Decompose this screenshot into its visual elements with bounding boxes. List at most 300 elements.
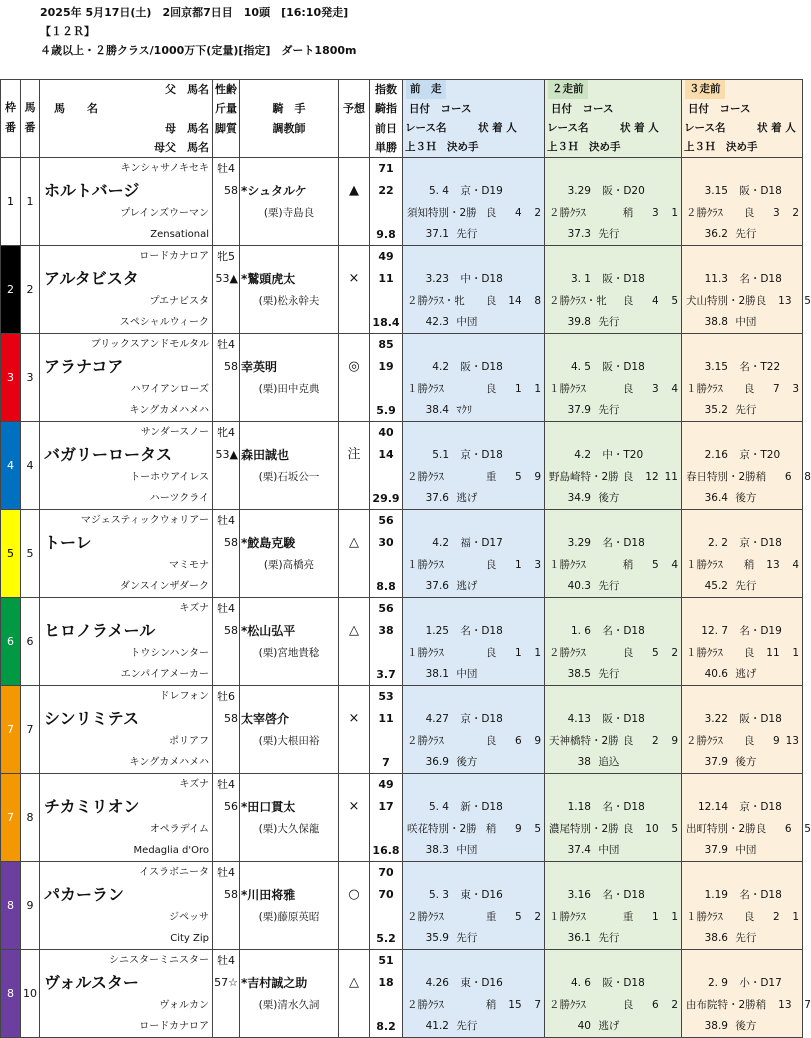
trainer-name: (栗)高橋亮 xyxy=(263,559,315,571)
r1-course: 東・D16 xyxy=(460,977,503,989)
r1-pos: 9 xyxy=(514,823,522,835)
name-cell xyxy=(40,686,213,774)
r1-pop: 9 xyxy=(534,735,541,747)
r3-cond: 良 xyxy=(743,735,755,747)
r1-date: 5. 3 xyxy=(428,889,449,901)
jockey-index: 11 xyxy=(378,272,394,285)
r1-last3f: 37.6 xyxy=(425,580,449,592)
sire-name: シニスターミニスター xyxy=(109,955,209,966)
r3-style: 後方 xyxy=(735,756,757,768)
jockey-name: *シュタルケ xyxy=(241,184,307,198)
jockey-cell xyxy=(240,246,339,334)
waku-cell xyxy=(1,862,21,950)
r2-pop: 5 xyxy=(671,295,678,307)
jockey-index: 18 xyxy=(378,976,394,989)
r3-last3f: 36.4 xyxy=(704,492,728,504)
r2-pop: 9 xyxy=(671,735,678,747)
r2-race: １勝ｸﾗｽ xyxy=(549,559,586,571)
r1-cell xyxy=(403,334,545,422)
r1-cell xyxy=(403,862,545,950)
index-cell xyxy=(370,246,403,334)
horse-name[interactable]: ホルトバージ xyxy=(44,181,140,200)
r2-last3f: 40.3 xyxy=(567,580,591,592)
horse-row xyxy=(1,686,803,774)
jockey-name: *松山弘平 xyxy=(241,624,296,638)
name-cell xyxy=(40,774,213,862)
index-cell xyxy=(370,158,403,246)
r1-pos: 5 xyxy=(514,471,522,483)
r1-pos: 1 xyxy=(514,383,522,395)
r3-race: 出町特別・2勝 xyxy=(686,823,756,835)
r1-pos: 6 xyxy=(514,735,522,747)
sex-age: 牡4 xyxy=(217,778,235,791)
jockey-index: 38 xyxy=(378,624,394,637)
horse-row xyxy=(1,598,803,686)
waku-cell xyxy=(1,334,21,422)
horse-row xyxy=(1,510,803,598)
r1-cond: 良 xyxy=(485,383,497,395)
r3-cond: 良 xyxy=(743,911,755,923)
r1-course: 阪・D18 xyxy=(460,361,503,373)
r2-course: 中・T20 xyxy=(602,449,644,461)
r2-cell xyxy=(545,950,682,1038)
jockey-index: 70 xyxy=(378,888,394,901)
prediction-mark: △ xyxy=(349,623,359,638)
weight: 58 xyxy=(224,888,238,901)
sexage-cell xyxy=(213,158,240,246)
sire-name: マジェスティックウォリアー xyxy=(80,515,209,526)
trainer-name: (栗)寺島良 xyxy=(263,207,315,219)
r3-course: 京・D18 xyxy=(739,801,782,813)
r3-race: １勝ｸﾗｽ xyxy=(686,911,723,923)
r1-race: ２勝ｸﾗｽ xyxy=(407,471,444,483)
dam-name: ヴォルカン xyxy=(159,1000,209,1011)
r3-style: 後方 xyxy=(735,1020,757,1032)
speed-index: 85 xyxy=(378,338,394,351)
horse-name[interactable]: ヴォルスター xyxy=(44,973,139,992)
horse-name[interactable]: パカーラン xyxy=(44,885,125,904)
jockey-cell xyxy=(240,598,339,686)
r3-last3f: 38.8 xyxy=(704,316,728,328)
r3-course: 阪・D18 xyxy=(739,185,782,197)
r2-race: ２勝ｸﾗｽ・牝 xyxy=(549,295,607,307)
r1-cell xyxy=(403,246,545,334)
r1-cond: 重 xyxy=(485,471,497,483)
r2-pop: 5 xyxy=(671,823,678,835)
r2-cond: 重 xyxy=(622,911,634,923)
jockey-cell xyxy=(240,774,339,862)
r3-race: １勝ｸﾗｽ xyxy=(686,559,723,571)
r3-last3f: 37.9 xyxy=(704,756,728,768)
r3-last3f: 40.6 xyxy=(704,668,728,680)
trainer-name: (栗)宮地貴稔 xyxy=(258,647,320,659)
r2-cell xyxy=(545,598,682,686)
r2-date: 4. 6 xyxy=(570,977,591,989)
r1-style: 中団 xyxy=(456,844,478,856)
r1-cond: 稍 xyxy=(485,823,497,835)
sex-age: 牡4 xyxy=(217,866,235,879)
r1-pop: 9 xyxy=(534,471,541,483)
r3-cell xyxy=(682,950,811,1038)
trainer-name: (栗)藤原英昭 xyxy=(258,911,320,923)
r1-course: 中・D18 xyxy=(460,273,503,285)
win-odds: 29.9 xyxy=(372,492,400,505)
horse-row xyxy=(1,334,803,422)
r2-pos: 5 xyxy=(651,559,659,571)
r3-pop: 4 xyxy=(792,559,799,571)
r1-last3f: 37.1 xyxy=(425,228,449,240)
horse-name[interactable]: バガリーロータス xyxy=(44,445,173,464)
r3-date: 3.15 xyxy=(704,361,728,373)
r3-cell xyxy=(682,686,803,774)
r3-pop: 5 xyxy=(804,295,811,307)
r1-cond: 良 xyxy=(485,295,497,307)
horse-row xyxy=(1,246,803,334)
damsire-name: エンパイアメーカー xyxy=(120,669,209,680)
index-cell xyxy=(370,510,403,598)
r3-race: 春日特別・2勝 xyxy=(686,471,756,483)
r3-pop: 8 xyxy=(804,471,811,483)
r2-race: 濃尾特別・2勝 xyxy=(549,823,619,835)
prediction-mark: 注 xyxy=(347,447,361,462)
r2-date: 3.29 xyxy=(567,185,591,197)
horse-number: 10 xyxy=(23,987,37,1000)
r2-course: 阪・D18 xyxy=(602,713,645,725)
r3-course: 名・D18 xyxy=(739,889,782,901)
r3-race: ２勝ｸﾗｽ xyxy=(686,207,723,219)
r3-date: 12.14 xyxy=(697,801,728,813)
r3-cond: 良 xyxy=(755,823,767,835)
dam-name: プレインズウーマン xyxy=(120,208,209,219)
r2-course: 名・D18 xyxy=(602,537,645,549)
r2-last3f: 37.4 xyxy=(567,844,591,856)
r2-race: ２勝ｸﾗｽ xyxy=(549,999,586,1011)
damsire-name: ダンスインザダーク xyxy=(119,581,209,592)
win-odds: 5.2 xyxy=(376,932,396,945)
r3-race: １勝ｸﾗｽ xyxy=(686,383,723,395)
r2-cond: 良 xyxy=(622,295,634,307)
waku-cell xyxy=(1,950,21,1038)
r3-last3f: 45.2 xyxy=(704,580,728,592)
r1-last3f: 36.9 xyxy=(425,756,449,768)
r3-pos: 7 xyxy=(772,383,780,395)
r3-last3f: 38.9 xyxy=(704,1020,728,1032)
jockey-index: 30 xyxy=(378,536,394,549)
horse-name[interactable]: アラナコア xyxy=(44,357,124,376)
uma-cell xyxy=(21,158,40,246)
r1-pos: 1 xyxy=(514,647,522,659)
r3-pop: 7 xyxy=(804,999,811,1011)
r1-cell xyxy=(403,158,545,246)
r2-pos: 5 xyxy=(651,647,659,659)
trainer-name: (栗)清水久詞 xyxy=(258,999,320,1011)
r3-date: 11.3 xyxy=(704,273,728,285)
r3-date: 2.16 xyxy=(704,449,728,461)
r3-race: 犬山特別・2勝 xyxy=(686,295,756,307)
win-odds: 9.8 xyxy=(376,228,396,241)
r3-cond: 稍 xyxy=(743,559,755,571)
uma-cell xyxy=(21,950,40,1038)
sex-age: 牡4 xyxy=(217,338,235,351)
horse-row xyxy=(1,862,803,950)
jockey-name: *鷲頭虎太 xyxy=(241,272,296,286)
r3-cond: 良 xyxy=(755,295,767,307)
r1-cond: 良 xyxy=(485,559,497,571)
r1-pop: 2 xyxy=(534,911,541,923)
sire-name: イスラボニータ xyxy=(139,867,209,878)
r2-style: 先行 xyxy=(598,404,620,416)
race-date-line: 2025年 5月17日(土) 2回京都7日目 10頭 [16:10発走] xyxy=(40,6,349,19)
col-prev1: 前 走 日付 コース レース名 状 着 人 上３Ｈ 決め手 xyxy=(403,80,545,158)
r2-race: 天神橋特・2勝 xyxy=(549,735,619,747)
prediction-mark: × xyxy=(348,271,360,286)
waku-number: 6 xyxy=(7,635,14,648)
horse-row xyxy=(1,158,803,246)
r3-last3f: 37.9 xyxy=(704,844,728,856)
r2-pos: 3 xyxy=(651,207,659,219)
r3-pos: 6 xyxy=(784,823,792,835)
sire-name: キズナ xyxy=(179,603,209,614)
r1-cond: 良 xyxy=(485,647,497,659)
win-odds: 16.8 xyxy=(372,844,400,857)
r3-course: 京・D18 xyxy=(739,537,782,549)
r1-last3f: 38.4 xyxy=(425,404,449,416)
r2-last3f: 37.9 xyxy=(567,404,591,416)
r3-date: 2. 2 xyxy=(707,537,728,549)
r3-style: 先行 xyxy=(735,228,757,240)
waku-number: 3 xyxy=(7,371,14,384)
pred-cell xyxy=(339,862,370,950)
pred-cell xyxy=(339,774,370,862)
waku-number: 7 xyxy=(7,723,14,736)
dam-name: ポリアフ xyxy=(169,736,209,747)
r2-course: 阪・D18 xyxy=(602,977,645,989)
r3-course: 小・D17 xyxy=(739,977,782,989)
r2-cell xyxy=(545,158,682,246)
r1-date: 4.2 xyxy=(432,537,449,549)
horse-number: 2 xyxy=(26,283,34,296)
r2-course: 名・D18 xyxy=(602,801,645,813)
r2-last3f: 38.5 xyxy=(567,668,591,680)
r1-date: 5.1 xyxy=(432,449,449,461)
header-row xyxy=(1,80,803,158)
sexage-cell xyxy=(213,422,240,510)
sex-age: 牡4 xyxy=(217,162,235,175)
col-uma: 馬 番 xyxy=(21,80,40,158)
index-cell xyxy=(370,686,403,774)
entry-table xyxy=(0,79,811,1038)
pred-cell xyxy=(339,422,370,510)
r1-cell xyxy=(403,950,545,1038)
r3-style: 先行 xyxy=(735,580,757,592)
r2-cond: 稍 xyxy=(622,559,634,571)
sex-age: 牡4 xyxy=(217,602,235,615)
r3-style: 逃げ xyxy=(735,668,757,680)
r1-pop: 7 xyxy=(534,999,541,1011)
r1-style: 先行 xyxy=(456,1020,478,1032)
speed-index: 70 xyxy=(378,866,394,879)
r3-cell xyxy=(682,862,803,950)
sire-name: ドレフォン xyxy=(159,691,209,702)
jockey-name: 幸英明 xyxy=(241,360,278,374)
r1-date: 1.25 xyxy=(425,625,449,637)
horse-name[interactable]: アルタビスタ xyxy=(44,269,139,288)
r1-pop: 5 xyxy=(534,823,541,835)
r2-cell xyxy=(545,774,682,862)
r1-race: １勝ｸﾗｽ xyxy=(407,383,444,395)
r1-last3f: 38.3 xyxy=(425,844,449,856)
r1-date: 5. 4 xyxy=(428,801,449,813)
prediction-mark: ○ xyxy=(348,887,360,902)
col-prev3: ３走前 日付 コース レース名 状 着 人 上３Ｈ 決め手 xyxy=(682,80,803,158)
r3-cond: 稍 xyxy=(755,999,767,1011)
dam-name: トーホウアイレス xyxy=(130,472,209,483)
r3-pos: 2 xyxy=(772,911,780,923)
sexage-cell xyxy=(213,950,240,1038)
r3-cond: 良 xyxy=(743,383,755,395)
index-cell xyxy=(370,334,403,422)
horse-number: 8 xyxy=(26,811,34,824)
r2-pop: 4 xyxy=(671,383,678,395)
sire-name: ブリックスアンドモルタル xyxy=(90,339,209,350)
r2-pop: 2 xyxy=(671,999,678,1011)
r2-course: 阪・D18 xyxy=(602,273,645,285)
name-cell xyxy=(40,950,213,1038)
prediction-mark: △ xyxy=(349,535,359,550)
r2-cond: 良 xyxy=(622,471,634,483)
r3-style: 後方 xyxy=(735,492,757,504)
jockey-name: *川田将雅 xyxy=(241,888,296,902)
r2-cell xyxy=(545,510,682,598)
horse-name[interactable]: ヒロノラメール xyxy=(44,621,156,640)
r1-cell xyxy=(403,598,545,686)
dam-name: プエナビスタ xyxy=(149,296,209,307)
r3-date: 1.19 xyxy=(704,889,728,901)
r2-cell xyxy=(545,334,682,422)
r2-race: 野島崎特・2勝 xyxy=(549,471,619,483)
r2-pop: 1 xyxy=(671,207,678,219)
r1-date: 4.27 xyxy=(425,713,449,725)
r3-pos: 13 xyxy=(778,295,792,307)
index-cell xyxy=(370,598,403,686)
r1-pop: 3 xyxy=(534,559,541,571)
r1-cell xyxy=(403,774,545,862)
prediction-mark: × xyxy=(348,799,360,814)
weight: 58 xyxy=(224,360,238,373)
horse-name[interactable]: チカミリオン xyxy=(44,797,140,816)
r1-race: １勝ｸﾗｽ xyxy=(407,647,444,659)
jockey-cell xyxy=(240,862,339,950)
trainer-name: (栗)田中克典 xyxy=(258,383,320,395)
horse-name[interactable]: シンリミテス xyxy=(44,709,139,728)
weight: 53▲ xyxy=(215,272,238,285)
r1-cell xyxy=(403,510,545,598)
jockey-name: 森田誠也 xyxy=(241,448,290,462)
r1-race: ２勝ｸﾗｽ・牝 xyxy=(407,295,465,307)
r1-style: 中団 xyxy=(456,668,478,680)
win-odds: 7 xyxy=(382,756,390,769)
r2-pos: 6 xyxy=(651,999,659,1011)
r2-race: １勝ｸﾗｽ xyxy=(549,383,586,395)
uma-cell xyxy=(21,422,40,510)
waku-number: 8 xyxy=(7,987,14,1000)
r3-cell xyxy=(682,246,811,334)
r3-pos: 3 xyxy=(772,207,780,219)
r3-date: 2. 9 xyxy=(707,977,728,989)
r2-date: 3.16 xyxy=(567,889,591,901)
waku-number: 7 xyxy=(7,811,14,824)
horse-name[interactable]: トーレ xyxy=(44,533,92,552)
r1-cond: 稍 xyxy=(485,999,497,1011)
r1-last3f: 35.9 xyxy=(425,932,449,944)
jockey-name: 太宰啓介 xyxy=(241,712,290,726)
jockey-index: 11 xyxy=(378,712,394,725)
dam-name: ハワイアンローズ xyxy=(130,384,209,395)
jockey-cell xyxy=(240,950,339,1038)
waku-cell xyxy=(1,246,21,334)
r3-pos: 13 xyxy=(778,999,792,1011)
name-cell xyxy=(40,598,213,686)
r3-cell xyxy=(682,598,803,686)
r1-race: ２勝ｸﾗｽ xyxy=(407,735,444,747)
waku-number: 4 xyxy=(7,459,14,472)
r2-course: 阪・D20 xyxy=(602,185,645,197)
r3-course: 名・T22 xyxy=(739,361,781,373)
col-sexage: 性齢 斤量 脚質 xyxy=(213,80,240,158)
r3-cell xyxy=(682,510,803,598)
r1-pop: 1 xyxy=(534,383,541,395)
r3-pop: 13 xyxy=(785,735,799,747)
waku-cell xyxy=(1,510,21,598)
col-index: 指数 騎指 前日 単勝 xyxy=(370,80,403,158)
horse-number: 6 xyxy=(26,635,34,648)
waku-cell xyxy=(1,686,21,774)
speed-index: 71 xyxy=(378,162,394,175)
horse-number: 4 xyxy=(26,459,34,472)
r2-course: 名・D18 xyxy=(602,889,645,901)
waku-number: 2 xyxy=(7,283,14,296)
speed-index: 40 xyxy=(378,426,394,439)
jockey-index: 14 xyxy=(378,448,394,461)
r3-cond: 良 xyxy=(743,207,755,219)
jockey-name: *吉村誠之助 xyxy=(241,976,308,990)
name-cell xyxy=(40,510,213,598)
sire-name: キンシャサノキセキ xyxy=(120,163,209,174)
win-odds: 5.9 xyxy=(376,404,396,417)
sex-age: 牡6 xyxy=(217,690,235,703)
sexage-cell xyxy=(213,246,240,334)
speed-index: 49 xyxy=(378,250,394,263)
r3-date: 3.22 xyxy=(704,713,728,725)
damsire-name: ロードカナロア xyxy=(139,1021,209,1032)
uma-cell xyxy=(21,598,40,686)
sire-name: ロードカナロア xyxy=(139,251,209,262)
prediction-mark: △ xyxy=(349,975,359,990)
r2-last3f: 40 xyxy=(577,1020,591,1032)
r3-race: １勝ｸﾗｽ xyxy=(686,647,723,659)
r2-race: １勝ｸﾗｽ xyxy=(549,911,586,923)
r3-style: 中団 xyxy=(735,316,757,328)
r2-cond: 稍 xyxy=(622,207,634,219)
r3-pop: 5 xyxy=(804,823,811,835)
trainer-name: (栗)松永幹夫 xyxy=(258,295,320,307)
pred-cell xyxy=(339,246,370,334)
r1-race: １勝ｸﾗｽ xyxy=(407,559,444,571)
win-odds: 3.7 xyxy=(376,668,396,681)
r2-cond: 良 xyxy=(622,735,634,747)
sire-name: サンダースノー xyxy=(140,427,209,438)
uma-cell xyxy=(21,510,40,598)
